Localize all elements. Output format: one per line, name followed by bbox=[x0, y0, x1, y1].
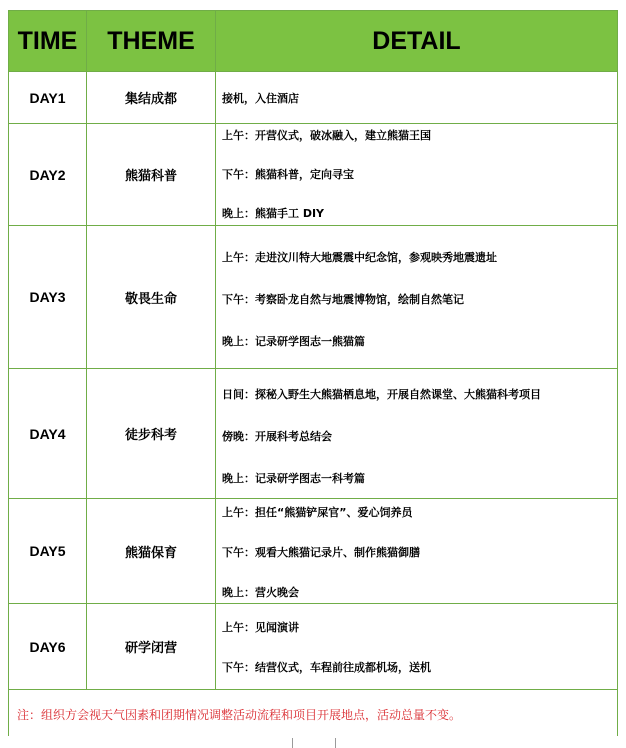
edge-tick bbox=[292, 738, 293, 748]
detail-line: 上午：见闻演讲 bbox=[222, 621, 299, 634]
header-row bbox=[9, 11, 618, 72]
theme-cell: 徒步科考 bbox=[87, 369, 216, 499]
detail-line: 晚上：记录研学图志一熊猫篇 bbox=[222, 335, 365, 348]
theme-cell: 熊猫保育 bbox=[87, 499, 216, 604]
detail-cell bbox=[216, 369, 618, 499]
detail-cell bbox=[216, 604, 618, 690]
table-row bbox=[9, 124, 618, 226]
detail-line: 晚上：熊猫手工 DIY bbox=[222, 207, 325, 220]
theme-cell: 集结成都 bbox=[87, 72, 216, 124]
detail-line: 上午：走进汶川特大地震震中纪念馆，参观映秀地震遗址 bbox=[222, 251, 497, 264]
day-cell: DAY1 bbox=[9, 72, 87, 124]
detail-line: 晚上：记录研学图志一科考篇 bbox=[222, 472, 365, 485]
detail-line: 下午：结营仪式，车程前往成都机场，送机 bbox=[222, 661, 431, 674]
day-cell: DAY6 bbox=[9, 604, 87, 690]
note-row bbox=[9, 690, 618, 739]
footnote: 注：组织方会视天气因素和团期情况调整活动流程和项目开展地点，活动总量不变。 bbox=[9, 690, 618, 739]
table-row bbox=[9, 604, 618, 690]
header-time: TIME bbox=[9, 11, 87, 72]
day-cell: DAY4 bbox=[9, 369, 87, 499]
table-row bbox=[9, 499, 618, 604]
bottom-edge bbox=[0, 736, 626, 748]
day-cell: DAY3 bbox=[9, 226, 87, 369]
detail-line: 日间：探秘入野生大熊猫栖息地，开展自然课堂、大熊猫科考项目 bbox=[222, 388, 541, 401]
edge-tick bbox=[335, 738, 336, 748]
theme-cell: 熊猫科普 bbox=[87, 124, 216, 226]
day-cell: DAY5 bbox=[9, 499, 87, 604]
table-row bbox=[9, 72, 618, 124]
detail-line: 下午：观看大熊猫记录片、制作熊猫御膳 bbox=[222, 546, 420, 559]
detail-cell bbox=[216, 72, 618, 124]
day-cell: DAY2 bbox=[9, 124, 87, 226]
detail-cell bbox=[216, 226, 618, 369]
detail-line: 上午：担任“熊猫铲屎官”、爱心饲养员 bbox=[222, 506, 413, 519]
detail-line: 上午：开营仪式，破冰融入，建立熊猫王国 bbox=[222, 129, 431, 142]
header-detail: DETAIL bbox=[216, 11, 618, 72]
detail-line: 下午：考察卧龙自然与地震博物馆，绘制自然笔记 bbox=[222, 293, 464, 306]
header-theme: THEME bbox=[87, 11, 216, 72]
table-row bbox=[9, 226, 618, 369]
theme-cell: 研学闭营 bbox=[87, 604, 216, 690]
itinerary-table bbox=[8, 10, 618, 739]
table-row bbox=[9, 369, 618, 499]
detail-cell bbox=[216, 124, 618, 226]
detail-line: 晚上：营火晚会 bbox=[222, 586, 299, 599]
detail-line: 傍晚：开展科考总结会 bbox=[222, 430, 332, 443]
detail-cell bbox=[216, 499, 618, 604]
detail-line: 下午：熊猫科普，定向寻宝 bbox=[222, 168, 354, 181]
detail-line: 接机，入住酒店 bbox=[222, 91, 299, 105]
theme-cell: 敬畏生命 bbox=[87, 226, 216, 369]
